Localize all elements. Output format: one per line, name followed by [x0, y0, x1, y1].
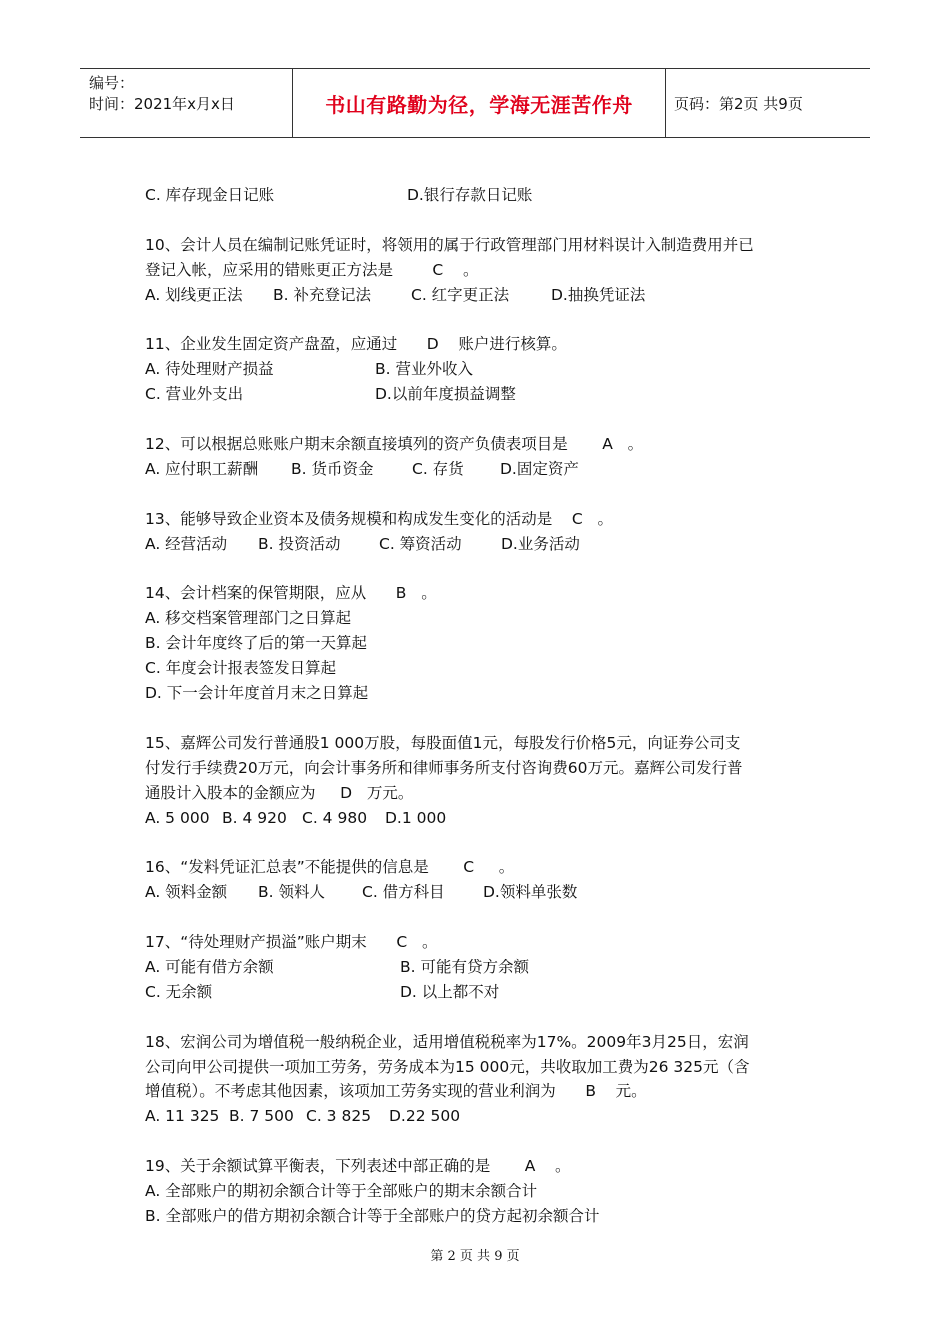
- question-text: 10、会计人员在编制记账凭证时，将领用的属于行政管理部门用材料误计入制造费用并已: [145, 235, 754, 254]
- question-text-line: 通股计入股本的金额应为 D 万元。: [145, 783, 414, 802]
- answer-option: B. 可能有贷方余额: [400, 957, 529, 976]
- question-block: [145, 1030, 805, 1130]
- question-block: [145, 507, 805, 557]
- spacer: [145, 706, 805, 731]
- option-row: [145, 532, 805, 557]
- time-label: 时间：2021年x月x日: [89, 95, 235, 113]
- answer-option: A. 经营活动: [145, 534, 228, 553]
- question-text-line: B. 会计年度终了后的第一天算起: [145, 634, 367, 653]
- question-block: [145, 930, 805, 1005]
- question-text-line: 公司向甲公司提供一项加工劳务，劳务成本为15 000元，共收取加工费为26 325元（含: [145, 1057, 750, 1076]
- answer-option: B. 投资活动: [258, 534, 341, 553]
- answer-option: C. 无余额: [145, 982, 213, 1001]
- answer-option: A. 应付职工薪酬: [145, 459, 259, 478]
- question-text: 17、“待处理财产损溢”账户期末 C 。: [145, 933, 438, 952]
- answer-option: C. 库存现金日记账: [145, 186, 275, 204]
- spacer: [145, 905, 805, 930]
- answer-option: A. 待处理财产损益: [145, 360, 274, 379]
- answer-option: D.固定资产: [500, 459, 579, 478]
- header-motto: 书山有路勤为径，学海无涯苦作舟: [292, 69, 666, 137]
- answer-option: B. 领料人: [258, 883, 325, 902]
- answer-option: A. 11 325: [145, 1107, 220, 1126]
- answer-option: A. 5 000: [145, 808, 210, 827]
- question-block: [145, 1154, 805, 1229]
- question-text-line: 增值税）。不考虑其他因素，该项加工劳务实现的营业利润为 B 元。: [145, 1082, 647, 1101]
- answer-option: D.22 500: [389, 1107, 461, 1126]
- question-text: 18、宏润公司为增值税一般纳税企业，适用增值税税率为17%。2009年3月25日，宏润: [145, 1032, 749, 1051]
- page-footer: 第 2 页 共 9 页: [430, 1249, 520, 1264]
- question-text-line: A. 移交档案管理部门之日算起: [145, 609, 352, 628]
- header-page-label: 页码：第2页 共9页: [674, 94, 803, 113]
- answer-option: D.抽换凭证法: [551, 285, 646, 304]
- answer-option: B. 7 500: [229, 1107, 294, 1126]
- answer-option: C. 4 980: [302, 808, 368, 827]
- code-label: 编号：: [89, 74, 135, 92]
- question-text: 11、企业发生固定资产盘盈，应通过 D 账户进行核算。: [145, 335, 567, 354]
- question-text: 19、关于余额试算平衡表，下列表述中部正确的是 A 。: [145, 1157, 571, 1176]
- question-block: [145, 183, 805, 208]
- answer-option: C. 借方科目: [362, 883, 445, 902]
- spacer: [145, 308, 805, 333]
- answer-option: C. 3 825: [306, 1107, 372, 1126]
- question-block: [145, 233, 805, 308]
- page-header: [80, 68, 870, 138]
- question-text-line: 登记入帐，应采用的错账更正方法是 C 。: [145, 260, 479, 279]
- option-row: [145, 183, 805, 208]
- answer-option: C. 存货: [412, 459, 464, 478]
- question-text-line: A. 全部账户的期初余额合计等于全部账户的期末余额合计: [145, 1182, 538, 1201]
- spacer: [145, 208, 805, 233]
- document-body: [145, 183, 805, 1229]
- spacer: [145, 1129, 805, 1154]
- spacer: [145, 482, 805, 507]
- option-row: [145, 382, 805, 407]
- answer-option: D.1 000: [385, 808, 447, 827]
- question-text: 13、能够导致企业资本及债务规模和构成发生变化的活动是 C 。: [145, 509, 614, 528]
- answer-option: D.银行存款日记账: [407, 186, 533, 204]
- answer-option: C. 筹资活动: [379, 534, 462, 553]
- answer-option: A. 划线更正法: [145, 285, 243, 304]
- question-text: 16、“发料凭证汇总表”不能提供的信息是 C 。: [145, 858, 515, 877]
- answer-option: B. 补充登记法: [273, 285, 371, 304]
- option-row: [145, 357, 805, 382]
- question-text-line: B. 全部账户的借方期初余额合计等于全部账户的贷方起初余额合计: [145, 1207, 600, 1225]
- answer-option: A. 可能有借方余额: [145, 957, 274, 976]
- answer-option: D.业务活动: [501, 534, 580, 553]
- question-text-line: C. 年度会计报表签发日算起: [145, 659, 337, 678]
- answer-option: D.领料单张数: [483, 883, 578, 902]
- answer-option: D. 以上都不对: [400, 982, 500, 1001]
- option-row: [145, 457, 805, 482]
- answer-option: B. 营业外收入: [375, 360, 473, 379]
- spacer: [145, 830, 805, 855]
- answer-option: A. 领料金额: [145, 883, 228, 902]
- question-text-line: D. 下一会计年度首月末之日算起: [145, 684, 369, 703]
- option-row: [145, 880, 805, 905]
- question-text: 12、可以根据总账账户期末余额直接填列的资产负债表项目是 A 。: [145, 435, 644, 454]
- option-row: [145, 806, 805, 831]
- question-text: 15、嘉辉公司发行普通股1 000万股，每股面值1元，每股发行价格5元，向证券公司支: [145, 733, 741, 752]
- question-block: [145, 731, 805, 831]
- option-row: [145, 955, 805, 980]
- question-text: 14、会计档案的保管期限，应从 B 。: [145, 584, 437, 603]
- option-row: [145, 1104, 805, 1129]
- answer-option: B. 4 920: [222, 808, 287, 827]
- question-text-line: 付发行手续费20万元，向会计事务所和律师事务所支付咨询费60万元。嘉辉公司发行普: [145, 758, 743, 777]
- answer-option: C. 红字更正法: [411, 285, 510, 304]
- header-meta: [80, 69, 292, 137]
- answer-option: C. 营业外支出: [145, 385, 244, 404]
- question-block: [145, 332, 805, 407]
- spacer: [145, 1005, 805, 1030]
- question-block: [145, 581, 805, 706]
- option-row: [145, 980, 805, 1005]
- question-block: [145, 855, 805, 905]
- question-block: [145, 432, 805, 482]
- answer-option: D.以前年度损益调整: [375, 385, 516, 404]
- spacer: [145, 557, 805, 582]
- option-row: [145, 283, 805, 308]
- answer-option: B. 货币资金: [291, 459, 374, 478]
- spacer: [145, 407, 805, 432]
